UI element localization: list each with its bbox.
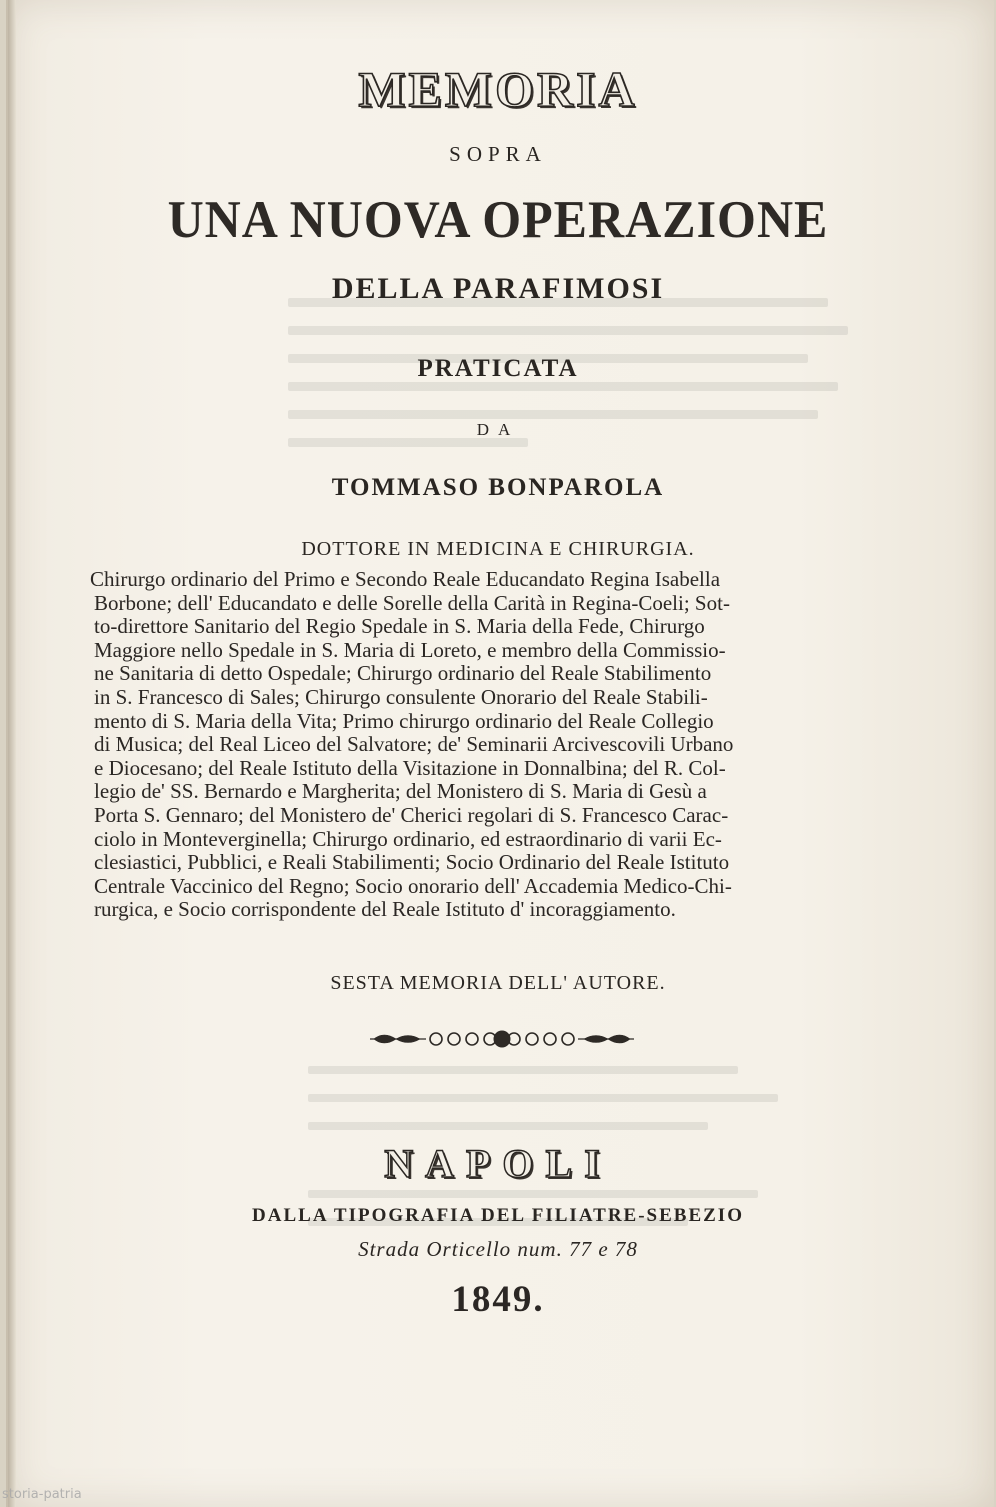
imprint-printer: DALLA TIPOGRAFIA DEL FILIATRE-SEBEZIO <box>252 1205 744 1226</box>
author-degree: DOTTORE IN MEDICINA E CHIRURGIA. <box>301 538 695 560</box>
imprint-address: Strada Orticello num. 77 e 78 <box>358 1237 638 1261</box>
heading-sopra: SOPRA <box>449 142 547 166</box>
author-name: TOMMASO BONPAROLA <box>331 474 665 501</box>
credential-line: Centrale Vaccinico del Regno; Socio onorario dell' Accademia Medico-Chi- <box>94 873 732 898</box>
heading-memoria: MEMORIA <box>358 61 638 117</box>
credential-line: Porta S. Gennaro; del Monistero de' Cherici regolari di S. Francesco Carac- <box>94 802 729 827</box>
credential-line: in S. Francesco di Sales; Chirurgo consulente Onorario del Reale Stabili- <box>94 684 708 709</box>
imprint-year: 1849. <box>451 1279 545 1320</box>
credential-line: ne Sanitaria di detto Ospedale; Chirurgo ordinario del Reale Stabilimento <box>94 661 712 686</box>
credential-line: mento di S. Maria della Vita; Primo chirurgo ordinario del Reale Collegio <box>94 708 714 733</box>
credential-line: Borbone; dell' Educandato e delle Sorelle della Carità in Regina-Coeli; Sot- <box>94 590 730 615</box>
watermark-text: storia-patria <box>2 1487 82 1502</box>
author-credentials <box>90 568 920 922</box>
subtitle-parafimosi: DELLA PARAFIMOSI <box>331 272 665 305</box>
heading-praticata: PRATICATA <box>417 355 579 382</box>
imprint-city: NAPOLI <box>384 1141 612 1186</box>
credential-line: di Musica; del Real Liceo del Salvatore; de' Seminarii Arcivescovili Urbano <box>94 732 734 757</box>
credential-line: clesiastici, Pubblici, e Reali Stabilimenti; Socio Ordinario del Reale Istituto <box>94 850 730 875</box>
floral-rule-icon <box>370 1027 634 1051</box>
credential-line: Chirurgo ordinario del Primo e Secondo Reale Educandato Regina Isabella <box>90 567 721 591</box>
heading-da: DA <box>476 420 520 439</box>
credential-line: ciolo in Monteverginella; Chirurgo ordinario, ed estraordinario di varii Ec- <box>94 826 722 851</box>
credential-line: rurgica, e Socio corrispondente del Reale Istituto d' incoraggiamento. <box>94 897 676 922</box>
main-title: UNA NUOVA OPERAZIONE <box>167 189 829 249</box>
memoir-number: SESTA MEMORIA DELL' AUTORE. <box>330 972 666 994</box>
credential-line: to-direttore Sanitario del Regio Spedale in S. Maria della Fede, Chirurgo <box>94 614 705 639</box>
credential-line: Maggiore nello Spedale in S. Maria di Loreto, e membro della Commissio- <box>94 637 726 662</box>
credential-line: legio de' SS. Bernardo e Margherita; del Monistero di S. Maria di Gesù a <box>94 779 707 804</box>
credential-line: e Diocesano; del Reale Istituto della Visitazione in Donnalbina; del R. Col- <box>94 755 726 780</box>
